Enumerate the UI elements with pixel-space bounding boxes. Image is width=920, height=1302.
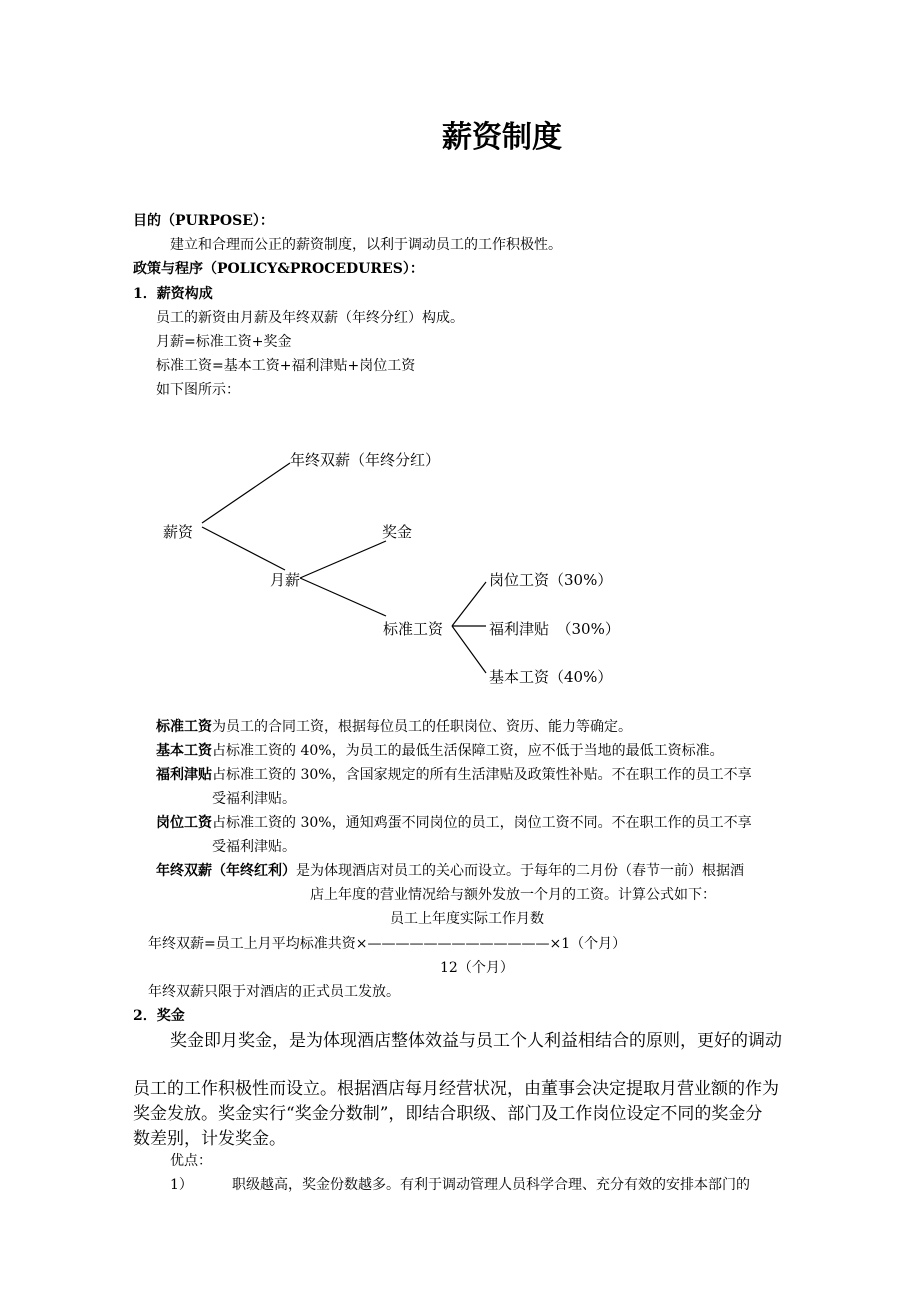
section2-heading: 2．奖金 [133,1008,185,1024]
definition-post [156,812,752,832]
definition-term: 标准工资 [156,719,212,735]
definition-term: 年终双薪（年终红利） [156,863,296,879]
purpose-text: 建立和合理而公正的薪资制度，以利于调动员工的工作积极性。 [170,237,562,253]
section1-line: 月薪=标准工资+奖金 [156,334,292,350]
definition-text: 占标准工资的 40%，为员工的最低生活保障工资，应不低于当地的最低工资标准。 [212,743,724,759]
branch-line [202,463,290,523]
definition-text: 为员工的合同工资，根据每位员工的任职岗位、资历、能力等确定。 [212,719,632,735]
tree-bonus-label: 奖金 [382,523,413,541]
branch-line [300,578,386,616]
advantages-label: 优点： [170,1153,212,1169]
advantage-item-number: 1） [170,1177,193,1193]
definition-text: 是为体现酒店对员工的关心而设立。于每年的二月份（春节一前）根据酒 [296,863,744,879]
section1-line: 如下图所示： [156,382,240,398]
branch-line [452,582,486,626]
section2-paragraph-line: 数差别，计发奖金。 [133,1129,286,1149]
tree-year-end-label: 年终双薪（年终分红） [290,451,441,469]
definition-continuation: 店上年度的营业情况给与额外发放一个月的工资。计算公式如下： [310,887,716,903]
tree-monthly-label: 月薪 [270,571,301,589]
purpose-heading: 目的（PURPOSE）： [133,213,274,229]
definition-continuation: 受福利津贴。 [212,791,296,807]
advantage-item-text: 职级越高，奖金份数越多。有利于调动管理人员科学合理、充分有效的安排本部门的 [232,1177,750,1193]
tree-root-label: 薪资 [163,523,194,541]
section1-heading: 1．薪资构成 [133,286,213,302]
definition-text: 占标准工资的 30%，通知鸡蛋不同岗位的员工，岗位工资不同。不在职工作的员工不享 [212,815,752,831]
definition-term: 岗位工资 [156,815,212,831]
branch-line [300,541,386,578]
tree-standard-label: 标准工资 [383,620,444,638]
formula-numerator: 员工上年度实际工作月数 [390,911,544,927]
tree-post-label: 岗位工资（30%） [489,571,613,589]
definition-term: 基本工资 [156,743,212,759]
policy-heading: 政策与程序（POLICY&PROCEDURES）： [133,261,424,277]
section1-line: 员工的新资由月薪及年终双薪（年终分红）构成。 [156,310,464,326]
formula-main: 年终双薪=员工上月平均标准共资×—————————————×1（个月） [148,936,627,952]
section2-paragraph-line: 奖金发放。奖金实行“奖金分数制”，即结合职级、部门及工作岗位设定不同的奖金分 [133,1104,763,1124]
definition-basic [156,740,724,760]
tree-welfare-label: 福利津贴 （30%） [489,620,620,638]
tree-basic-label: 基本工资（40%） [489,668,613,686]
definition-standard [156,716,632,736]
definition-year-end [156,860,744,880]
section2-paragraph-line: 奖金即月奖金，是为体现酒店整体效益与员工个人利益相结合的原则，更好的调动 [170,1031,782,1051]
formula-note: 年终双薪只限于对酒店的正式员工发放。 [148,984,400,1000]
branch-line [202,527,285,570]
definition-welfare [156,764,752,784]
definition-term: 福利津贴 [156,767,212,783]
definition-text: 占标准工资的 30%，含国家规定的所有生活津贴及政策性补贴。不在职工作的员工不享 [212,767,752,783]
definition-continuation: 受福利津贴。 [212,839,296,855]
branch-line [452,626,486,673]
page-title: 薪资制度 [442,120,562,155]
formula-denominator: 12（个月） [440,960,514,976]
section1-line: 标准工资=基本工资+福利津贴+岗位工资 [156,358,416,374]
section2-paragraph-line: 员工的工作积极性而设立。根据酒店每月经营状况，由董事会决定提取月营业额的作为 [133,1079,779,1099]
